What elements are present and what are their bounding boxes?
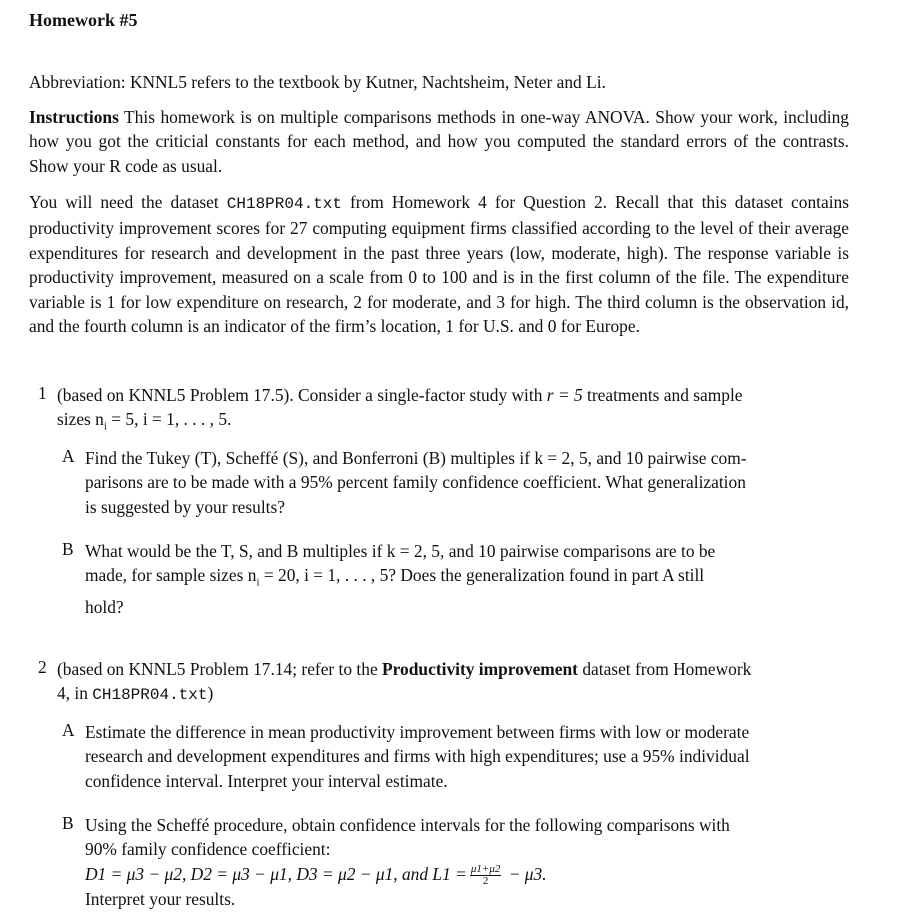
- q1-intro-end: treatments and sample: [582, 385, 743, 405]
- q1-sizes-rest: = 5, i = 1, . . . , 5.: [106, 409, 232, 430]
- dataset-filename: CH18PR04.txt: [226, 195, 342, 213]
- question-1-text: (based on KNNL5 Problem 17.5). Consider a single-factor study with r = 5 treatments and sample sizes $n_i = 5$, i = 1, . . . , 5.: [57, 385, 743, 433]
- q2-part-b-letter: B: [62, 813, 74, 833]
- q1a-line1: Find the Tukey (T), Scheffé (S), and Bonferroni (B) multiples if k = 2, 5, and 10 pairwise com-: [85, 448, 747, 468]
- q1a-line2: parisons are to be made with a 95% percent family confidence coefficient. What generalization: [85, 472, 746, 493]
- q2b-fraction: [470, 864, 501, 887]
- q2a-line3: confidence interval. Interpret your interval estimate.: [85, 770, 448, 791]
- q1a-line3: is suggested by your results?: [85, 496, 285, 517]
- q1-part-b-text: What would be the T, S, and B multiples if k = 2, 5, and 10 pairwise comparisons are to be made, for sample sizes $n_i = 20$, i = 1, . . . , 5? Does the generalization found in part A still hold?: [85, 539, 843, 620]
- instructions-label: Instructions: [29, 107, 119, 127]
- q2b-line4: Interpret your results.: [85, 889, 236, 910]
- instructions-text: This homework is on multiple comparisons methods in one-way ANOVA. Show your work, including how you got the criticial constants for each method, and how you computed the standard errors of the contrasts. Show your R code as usual.: [29, 107, 849, 176]
- question-2-text: [57, 657, 843, 708]
- q2-filename: CH18PR04.txt: [92, 686, 208, 705]
- q2-intro: (based on KNNL5 Problem 17.14; refer to the: [57, 659, 383, 679]
- abbreviation-note: Abbreviation: KNNL5 refers to the textbook by Kutner, Nachtsheim, Neter and Li.: [29, 72, 606, 92]
- q2-intro-end: dataset from Homework: [577, 659, 752, 679]
- q1b-line2: made, for sample sizes n: [85, 565, 257, 586]
- q2b-formula-main: D1 = μ3 − μ2, D2 = μ3 − μ1, D3 = μ2 − μ1, and L1 =: [85, 863, 467, 884]
- dataset-intro: You will need the dataset: [29, 192, 227, 212]
- q2b-frac-den: 2: [482, 875, 489, 888]
- q1b-line2-rest: = 20, i = 1, . . . , 5? Does the generalization found in part A still: [259, 565, 705, 586]
- q2b-formula: [85, 862, 843, 888]
- q2a-line1: Estimate the difference in mean productivity improvement between firms with low or moderate: [85, 722, 750, 742]
- question-1-number: 1: [38, 383, 47, 403]
- q1-intro: (based on KNNL5 Problem 17.5). Consider a single-factor study with: [57, 385, 547, 405]
- q2-dataset-name: Productivity improvement: [382, 659, 578, 679]
- page-title: Homework #5: [29, 10, 138, 30]
- q1-sizes: sizes n: [57, 409, 104, 430]
- q2b-formula-tail: − μ3.: [504, 863, 547, 884]
- q2b-frac-num: μ1+μ2: [470, 863, 501, 876]
- instructions-paragraph: [29, 105, 849, 178]
- q1-treatments: r = 5: [546, 385, 583, 405]
- q1b-line3: hold?: [85, 597, 124, 618]
- q2a-line2: research and development expenditures and firms with high expenditures; use a 95% individual: [85, 746, 750, 767]
- dataset-description: from Homework 4 for Question 2. Recall that this dataset contains productivity improvement scores for 27 computing equipment firms classified according to the level of their average expenditures for research and development in the past three years (low, moderate, high). The response variable is productivity improvement, measured on a scale from 0 to 100 and is in the first column of the file. The expenditure variable is 1 for low expenditure on research, 2 for moderate, and 3 for high. The third column is the observation id, and the fourth column is an indicator of the firm’s location, 1 for U.S. and 0 for Europe.: [29, 192, 850, 337]
- dataset-paragraph: [29, 190, 849, 338]
- q1-part-a-letter: A: [62, 446, 75, 466]
- q2-part-a-text: [85, 720, 843, 793]
- q2b-line2: 90% family confidence coefficient:: [85, 839, 331, 860]
- q2-line2-end: ): [207, 683, 214, 704]
- q1b-line1: What would be the T, S, and B multiples if k = 2, 5, and 10 pairwise comparisons are to be: [85, 541, 716, 561]
- q1-part-a-text: [85, 446, 843, 519]
- question-2-number: 2: [38, 657, 47, 677]
- q2-part-a-letter: A: [62, 720, 75, 740]
- q1-part-b-letter: B: [62, 539, 74, 559]
- q2b-line1: Using the Scheffé procedure, obtain confidence intervals for the following comparisons with: [85, 815, 730, 835]
- q2-part-b-text: [85, 813, 843, 912]
- q2-line2: 4, in: [57, 683, 93, 704]
